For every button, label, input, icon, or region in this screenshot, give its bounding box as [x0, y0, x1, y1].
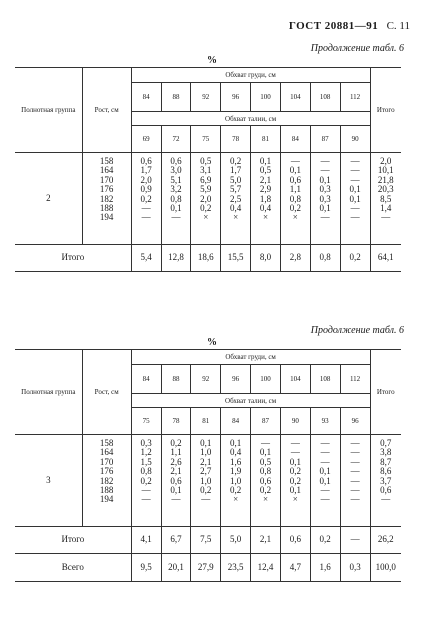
height-list: 158 164 170 176 182 188 194	[82, 153, 131, 245]
waist-value: 84	[280, 126, 310, 153]
chest-value: 100	[251, 365, 281, 394]
grand-totals-row	[15, 554, 401, 582]
data-column: — — 0,1 0,2 0,2 0,1 ×	[280, 435, 310, 527]
page-header	[0, 20, 410, 32]
chest-value: 108	[310, 365, 340, 394]
waist-value: 84	[221, 408, 251, 435]
data-column: 0,1 0,4 1,6 1,9 1,0 0,2 ×	[221, 435, 251, 527]
total-value: 18,6	[191, 245, 221, 272]
height-list: 158 164 170 176 182 188 194	[82, 435, 131, 527]
data-column: 0,2 1,1 2,6 2,1 0,6 0,1 —	[161, 435, 191, 527]
total-value: 64,1	[370, 245, 401, 272]
data-column: — 0,1 0,6 1,1 0,8 0,2 ×	[280, 153, 310, 245]
chest-header: Обхват груди, см	[131, 68, 370, 83]
waist-value: 90	[280, 408, 310, 435]
data-column: 0,2 1,7 5,0 5,7 2,5 0,4 ×	[221, 153, 251, 245]
table1-percent: %	[207, 55, 217, 66]
waist-value: 75	[131, 408, 161, 435]
data-column: — — — 0,1 0,1 — —	[340, 153, 370, 245]
row-totals: 0,7 3,8 8,7 8,6 3,7 0,6 —	[370, 435, 401, 527]
group-header: Полнотная группа	[15, 350, 82, 435]
total-header: Итого	[370, 68, 401, 153]
waist-value: 81	[251, 126, 281, 153]
totals-label: Итого	[15, 527, 131, 554]
total-value: 5,0	[221, 527, 251, 554]
height-header: Рост, см	[82, 350, 131, 435]
grand-value: 0,3	[340, 554, 370, 582]
waist-value: 78	[221, 126, 251, 153]
waist-value: 90	[340, 126, 370, 153]
total-value: 2,8	[280, 245, 310, 272]
page-number: С. 11	[386, 20, 410, 32]
total-value: 2,1	[251, 527, 281, 554]
chest-value: 84	[131, 83, 161, 112]
table2-percent: %	[207, 337, 217, 348]
data-column: — 0,1 0,5 0,8 0,6 0,2 ×	[251, 435, 281, 527]
chest-value: 112	[340, 83, 370, 112]
group-value: 2	[15, 153, 82, 245]
waist-value: 75	[191, 126, 221, 153]
total-value: 0,2	[310, 527, 340, 554]
table1	[15, 67, 401, 272]
chest-value: 112	[340, 365, 370, 394]
data-column: 0,1 0,5 2,1 2,9 1,8 0,4 ×	[251, 153, 281, 245]
data-column: 0,3 1,2 1,5 0,8 0,2 — —	[131, 435, 161, 527]
waist-value: 96	[340, 408, 370, 435]
grand-value: 12,4	[251, 554, 281, 582]
grand-label: Всего	[15, 554, 131, 582]
chest-value: 104	[280, 365, 310, 394]
total-value: 7,5	[191, 527, 221, 554]
waist-value: 78	[161, 408, 191, 435]
total-value: 0,8	[310, 245, 340, 272]
table2-continuation: Продолжение табл. 6	[310, 325, 404, 336]
group-value: 3	[15, 435, 82, 527]
total-value: 0,2	[340, 245, 370, 272]
waist-value: 87	[251, 408, 281, 435]
total-value: 4,1	[131, 527, 161, 554]
waist-value: 93	[310, 408, 340, 435]
waist-header: Обхват талии, см	[131, 394, 370, 408]
table2	[15, 349, 401, 582]
total-value: 6,7	[161, 527, 191, 554]
chest-value: 104	[280, 83, 310, 112]
chest-header: Обхват груди, см	[131, 350, 370, 365]
row-totals: 2,0 10,1 21,8 20,3 8,5 1,4 —	[370, 153, 401, 245]
waist-value: 87	[310, 126, 340, 153]
chest-value: 92	[191, 365, 221, 394]
total-value: 0,6	[280, 527, 310, 554]
total-value: 15,5	[221, 245, 251, 272]
data-column: 0,6 1,7 2,0 0,9 0,2 — —	[131, 153, 161, 245]
grand-value: 9,5	[131, 554, 161, 582]
data-column: 0,1 1,0 2,1 2,7 1,0 0,2 —	[191, 435, 221, 527]
waist-value: 81	[191, 408, 221, 435]
grand-value: 27,9	[191, 554, 221, 582]
chest-value: 108	[310, 83, 340, 112]
waist-value: 72	[161, 126, 191, 153]
data-column: — — 0,1 0,3 0,3 0,1 —	[310, 153, 340, 245]
waist-value: 69	[131, 126, 161, 153]
chest-value: 88	[161, 365, 191, 394]
chest-value: 92	[191, 83, 221, 112]
table-row	[15, 435, 401, 527]
grand-value: 100,0	[370, 554, 401, 582]
table1-continuation: Продолжение табл. 6	[310, 43, 404, 54]
grand-value: 23,5	[221, 554, 251, 582]
totals-label: Итого	[15, 245, 131, 272]
data-column: — — — 0,1 0,1 — —	[310, 435, 340, 527]
chest-value: 96	[221, 83, 251, 112]
height-header: Рост, см	[82, 68, 131, 153]
total-value: 8,0	[251, 245, 281, 272]
standard-number: ГОСТ 20881—91	[288, 20, 379, 32]
table-row	[15, 153, 401, 245]
total-value: —	[340, 527, 370, 554]
group-header: Полнотная группа	[15, 68, 82, 153]
total-header: Итого	[370, 350, 401, 435]
total-value: 26,2	[370, 527, 401, 554]
totals-row	[15, 245, 401, 272]
total-value: 5,4	[131, 245, 161, 272]
data-column: 0,6 3,0 5,1 3,2 0,8 0,1 —	[161, 153, 191, 245]
totals-row	[15, 527, 401, 554]
chest-value: 84	[131, 365, 161, 394]
data-column: — — — — — — —	[340, 435, 370, 527]
chest-value: 96	[221, 365, 251, 394]
grand-value: 20,1	[161, 554, 191, 582]
waist-header: Обхват талии, см	[131, 112, 370, 126]
grand-value: 1,6	[310, 554, 340, 582]
total-value: 12,8	[161, 245, 191, 272]
data-column: 0,5 3,1 6,9 5,9 2,0 0,2 ×	[191, 153, 221, 245]
grand-value: 4,7	[280, 554, 310, 582]
chest-value: 100	[251, 83, 281, 112]
chest-value: 88	[161, 83, 191, 112]
